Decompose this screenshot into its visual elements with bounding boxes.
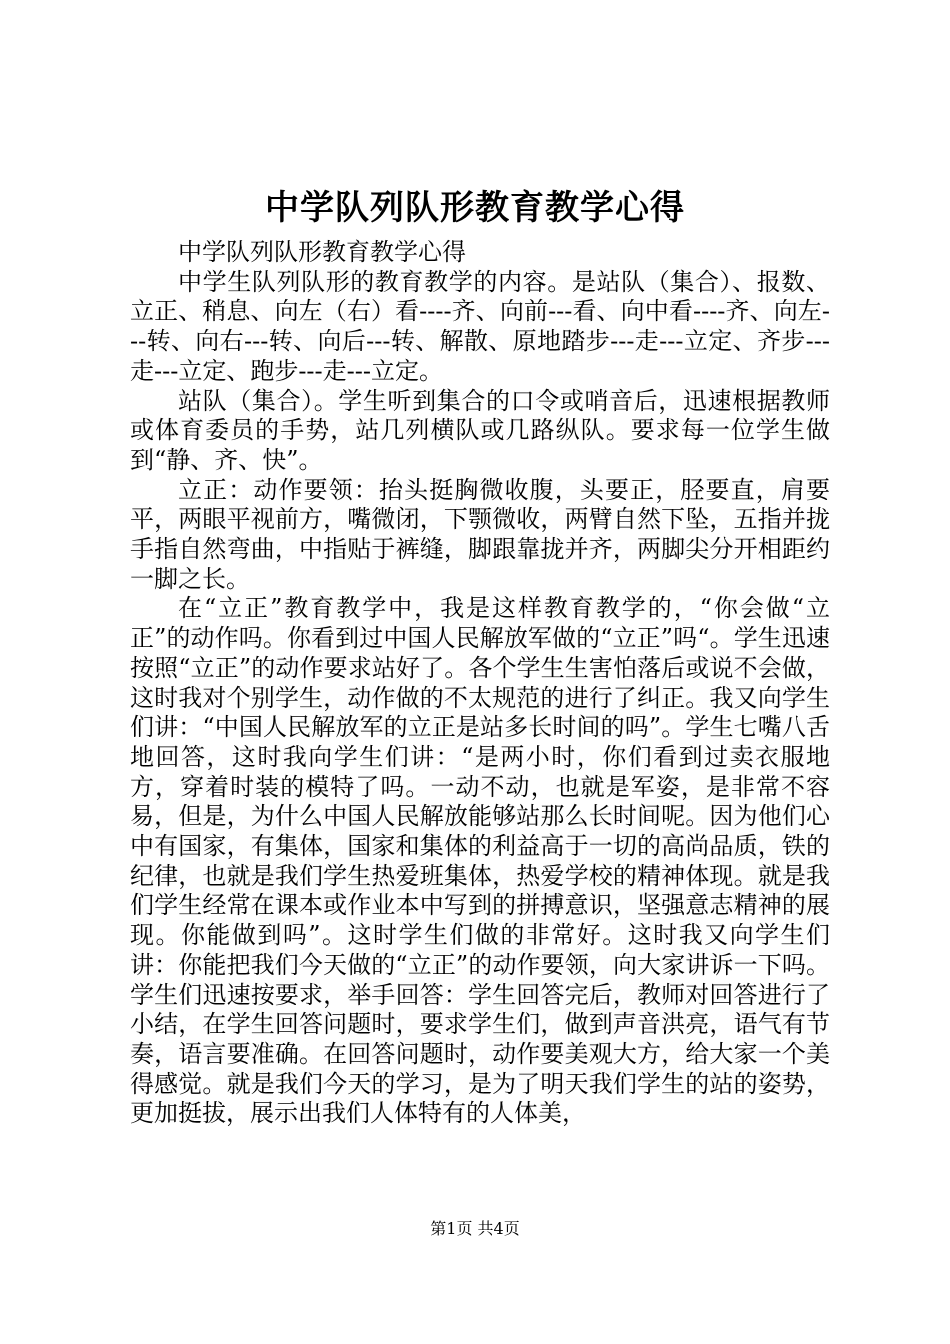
paragraph-content-overview: 中学生队列队形的教育教学的内容。是站队（集合）、报数、立正、稍息、向左（右）看----齐、向前---看、向中看----齐、向左---转、向右---转、向后---转、解散、原地踏步---走---立定、齐步---走---立定、跑步---走---立定。 xyxy=(130,267,830,385)
paragraph-subtitle: 中学队列队形教育教学心得 xyxy=(178,238,466,266)
document-body xyxy=(130,238,830,1129)
paragraph-teaching-practice: 在“立正”教育教学中，我是这样教育教学的，“你会做“立正”的动作吗。你看到过中国人民解放军做的“立正”吗“。学生迅速按照“立正”的动作要求站好了。各个学生生害怕落后或说不会做，这时我对个别学生，动作做的不太规范的进行了纠正。我又向学生们讲：“中国人民解放军的立正是站多长时间的吗”。学生七嘴八舌地回答，这时我向学生们讲：“是两小时，你们看到过卖衣服地方，穿着时装的模特了吗。一动不动，也就是军姿，是非常不容易，但是，为什么中国人民解放能够站那么长时间呢。因为他们心中有国家，有集体，国家和集体的利益高于一切的高尚品质，铁的纪律，也就是我们学生热爱班集体，热爱学校的精神体现。就是我们学生经常在课本或作业本中写到的拼搏意识，坚强意志精神的展现。你能做到吗”。这时学生们做的非常好。这时我又向学生们讲：你能把我们今天做的“立正”的动作要领，向大家讲诉一下吗。学生们迅速按要求，举手回答：学生回答完后，教师对回答进行了小结，在学生回答问题时，要求学生们，做到声音洪亮，语气有节奏，语言要准确。在回答问题时，动作要美观大方，给大家一个美得感觉。就是我们今天的学习，是为了明天我们学生的站的姿势，更加挺拔，展示出我们人体特有的人体美， xyxy=(130,594,830,1128)
paragraph-attention-posture: 立正：动作要领：抬头挺胸微收腹，头要正，胫要直，肩要平，两眼平视前方，嘴微闭，下颚微收，两臂自然下坠，五指并拢手指自然弯曲，中指贴于裤缝，脚跟靠拢并齐，两脚尖分开相距约一脚之长。 xyxy=(130,475,830,593)
paragraph-assembly: 站队（集合）。学生听到集合的口令或哨音后，迅速根据教师或体育委员的手势，站几列横队或几路纵队。要求每一位学生做到“静、齐、快”。 xyxy=(130,386,830,474)
document-title: 中学队列队形教育教学心得 xyxy=(265,188,685,228)
page-footer: 第1页 共4页 xyxy=(430,1219,520,1238)
